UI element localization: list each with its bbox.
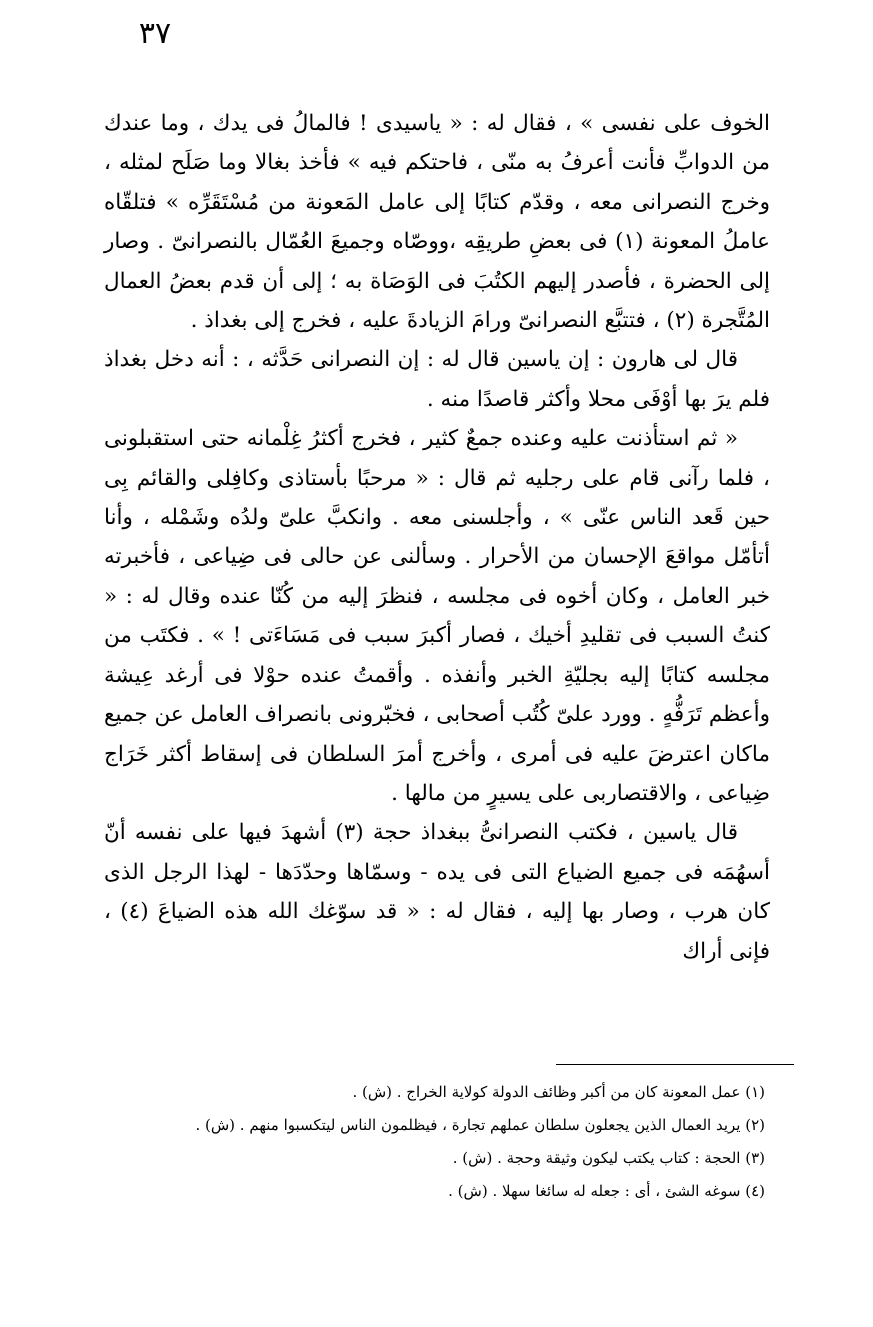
footnote: (٤) سوغه الشئ ، أى : جعله له سائغا سهلا . (ش) . [448,1182,765,1200]
footnote-divider [556,1064,794,1065]
footnotes [60,1076,765,1208]
page-number: ٣٧ [138,16,172,51]
paragraph: قال ياسين ، فكتب النصرانىُّ ببغداذ حجة (٣) أشهدَ فيها على نفسه أنّ أسهُمَه فى جميع الضياع التى فى يده - وسمّاها وحدّدَها - لهذا الرجل الذى كان هرب ، وصار بها إليه ، فقال له : « قد سوّغك الله هذه الضياعَ (٤) ، فإنى أراك [104,820,770,964]
paragraph: الخوف على نفسى » ، فقال له : « ياسيدى ! فالمالُ فى يدك ، وما عندك من الدوابِّ فأنت أعرفُ به منّى ، فاحتكم فيه » فأخذ بغالا وما صَلَح لمثله ، وخرج النصرانى معه ، وقدّم كتابًا إلى عامل المَعونة من مُسْتَقَرِّه » فتلقّاه عاملُ المعونة (١) فى بعضِ طريقِه ،ووصّاه وجميعَ العُمّال بالنصرانىّ . وصار إلى الحضرة ، فأصدر إليهم الكتُبَ فى الوَصَاة به ؛ إلى أن قدم بعضُ العمال المُتَّجرة (٢) ، فتتبَّع النصرانىّ ورامَ الزيادةَ عليه ، فخرج إلى بغداذ . [104,111,770,334]
footnote: (٣) الحجة : كتاب يكتب ليكون وثيقة وحجة . (ش) . [452,1149,765,1167]
footnote: (١) عمل المعونة كان من أكبر وظائف الدولة كولاية الخراج . (ش) . [352,1083,765,1101]
footnote: (٢) يريد العمال الذين يجعلون سلطان عملهم تجارة ، فيظلمون الناس ليتكسبوا منهم . (ش) . [195,1116,765,1134]
main-text [104,104,770,971]
paragraph: « ثم استأذنت عليه وعنده جمعٌ كثير ، فخرج أكثرُ غِلْمانه حتى استقبلونى ، فلما رآنى قام على رجليه ثم قال : « مرحبًا بأستاذى وكافِلى والقائم بِى حين قَعد الناس عنّى » ، وأجلسنى معه . وانكبَّ علىّ ولدُه وشَمْله ، وأنا أتأمّل مواقعَ الإحسان من الأحرار . وسألنى عن حالى فى ضِياعى ، فأخبرته خبر العامل ، وكان أخوه فى مجلسه ، فنظرَ إليه من كُنّا عنده وقال له : « كنتُ السبب فى تقليدِ أخيك ، فصار أكبرَ سبب فى مَسَاءَتى ! » . فكتَب من مجلسه كتابًا إليه بجليّةِ الخبر وأنفذه . وأقمتُ عنده حوْلا فى أرغد عِيشة وأعظم تَرَفُّهٍ . وورد علىّ كُتُب أصحابى ، فخبّرونى بانصراف العامل عن جميع ماكان اعترضَ عليه فى أمرى ، وأخرج أمرَ السلطان فى إسقاط أكثر خَرَاج ضِياعى ، والاقتصاربى على يسيرٍ من مالها . [104,426,770,806]
paragraph: قال لى هارون : إن ياسين قال له : إن النصرانى حَدَّثه ، : أنه دخل بغداذ فلم يرَ بها أوْفَى محلا وأكثر قاصدًا منه . [104,347,770,412]
